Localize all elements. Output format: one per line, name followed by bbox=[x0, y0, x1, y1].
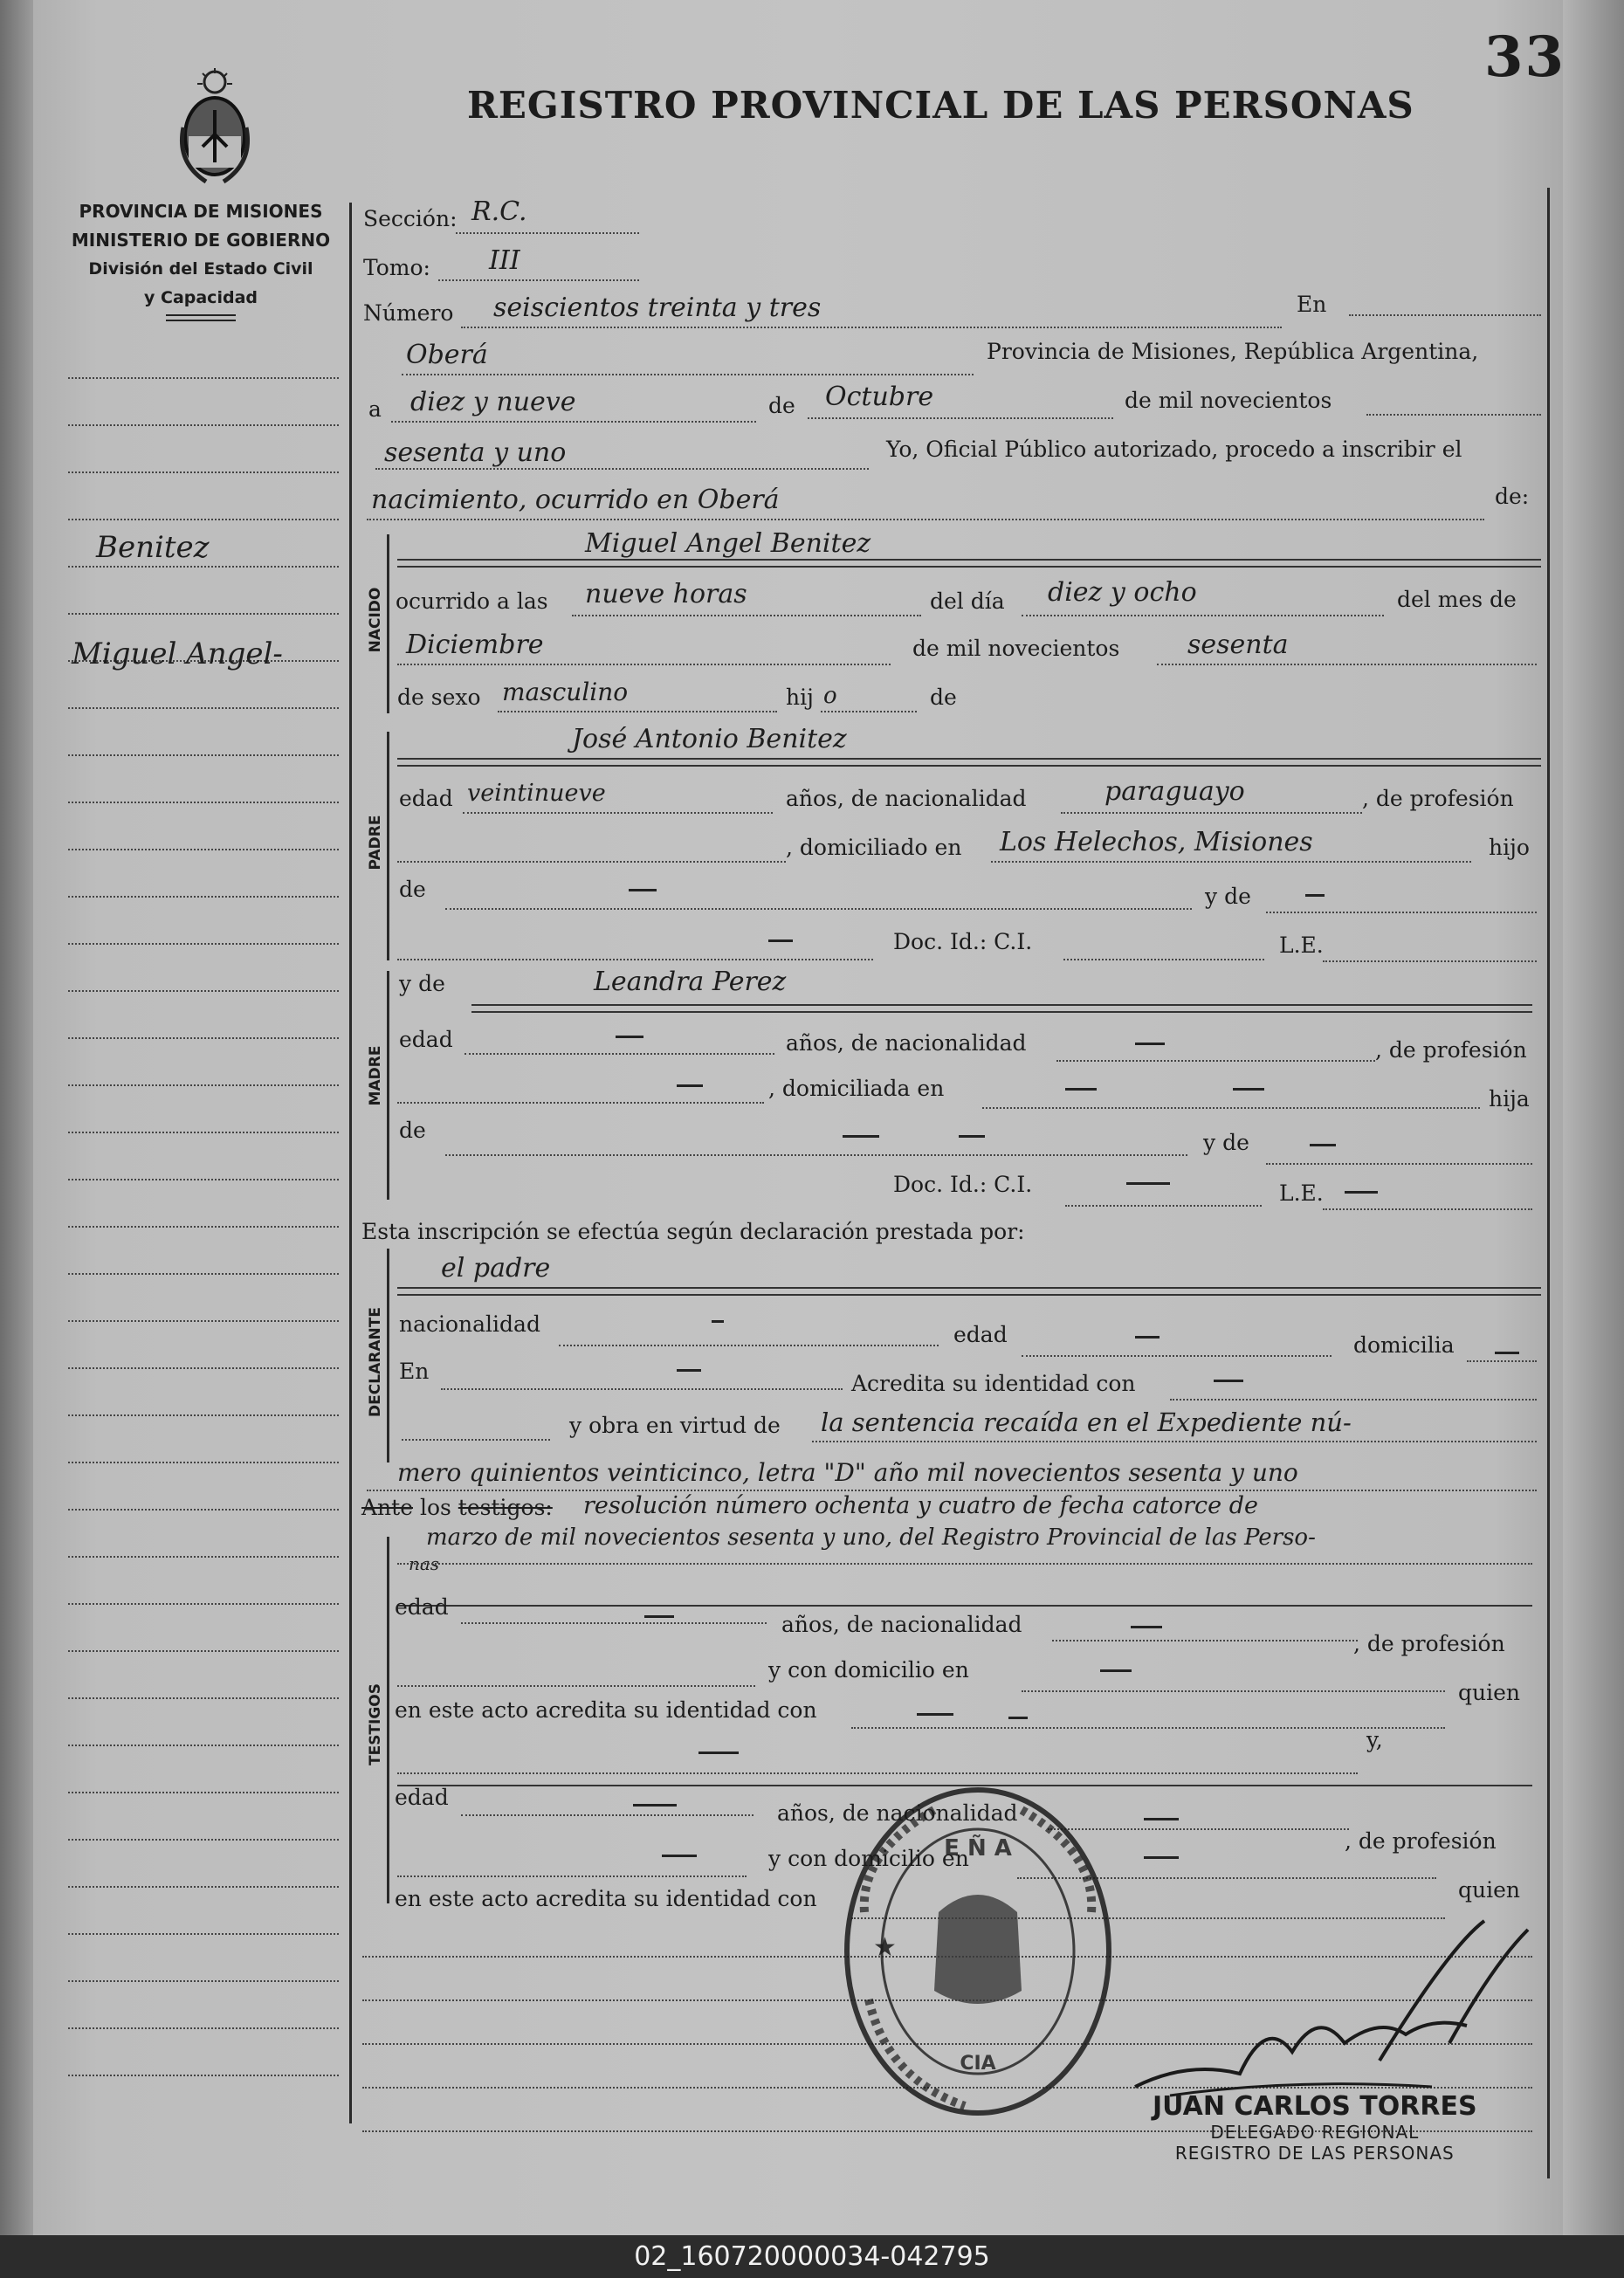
label-t2-domicilio: y con domicilio en bbox=[768, 1846, 969, 1871]
margin-line bbox=[68, 1603, 339, 1605]
label-t2-nacionalidad: años, de nacionalidad bbox=[777, 1800, 1018, 1826]
value-sexo: masculino bbox=[502, 678, 629, 706]
label-padre-y-de: y de bbox=[1205, 884, 1251, 909]
office-line-1: PROVINCIA DE MISIONES bbox=[79, 201, 323, 222]
margin-line bbox=[68, 1980, 339, 1982]
label-madre-y-de: y de bbox=[399, 971, 445, 996]
line-abuelo-m bbox=[445, 1154, 1187, 1156]
value-dia: diez y nueve bbox=[410, 387, 576, 417]
left-column-rule bbox=[349, 203, 352, 2123]
padre-bracket bbox=[387, 732, 389, 960]
section-nacido: NACIDO bbox=[367, 587, 384, 653]
margin-line bbox=[68, 1320, 339, 1322]
value-seccion: R.C. bbox=[471, 196, 527, 227]
label-madre-y-de-2: y de bbox=[1203, 1130, 1249, 1155]
label-ante-los-testigos bbox=[361, 1495, 553, 1521]
margin-given-names: Miguel Angel- bbox=[72, 637, 283, 671]
label-declarante-nacionalidad: nacionalidad bbox=[399, 1311, 540, 1337]
label-padre-le: L.E. bbox=[1279, 933, 1324, 958]
label-provincia: Provincia de Misiones, República Argentina, bbox=[987, 339, 1479, 364]
label-de-colon: de: bbox=[1495, 484, 1530, 509]
label-mil-novecientos-nac: de mil novecientos bbox=[912, 636, 1120, 661]
dash-madre-ci bbox=[1126, 1182, 1170, 1185]
dash-declarante-edad bbox=[1135, 1336, 1160, 1339]
dash-madre-le bbox=[1345, 1191, 1378, 1194]
line-declarante-nacionalidad bbox=[559, 1345, 939, 1346]
margin-line bbox=[68, 1697, 339, 1699]
line-madre-2 bbox=[471, 1011, 1532, 1013]
label-madre-de: de bbox=[399, 1118, 426, 1143]
label-padre-nacionalidad: años, de nacionalidad bbox=[786, 786, 1027, 811]
label-madre-nacionalidad: años, de nacionalidad bbox=[786, 1030, 1027, 1056]
line-dia bbox=[391, 421, 756, 423]
label-hijo: hij bbox=[786, 685, 814, 710]
value-virtud-2: mero quinientos veinticinco, letra "D" año mil novecientos sesenta y uno bbox=[397, 1458, 1298, 1487]
dash-madre-nacionalidad bbox=[1135, 1043, 1165, 1045]
line-padre-le bbox=[1323, 960, 1537, 962]
label-t1-edad: edad bbox=[395, 1594, 449, 1620]
dash-t1-edad bbox=[644, 1615, 674, 1618]
value-virtud-4: marzo de mil novecientos sesenta y uno, del Registro Provincial de las Perso- bbox=[426, 1524, 1316, 1551]
label-declarante-edad: edad bbox=[953, 1322, 1008, 1347]
line-tomo bbox=[438, 279, 639, 281]
label-del-dia: del día bbox=[930, 588, 1005, 614]
label-declarante-domicilia: domicilia bbox=[1353, 1332, 1455, 1358]
margin-line bbox=[68, 754, 339, 756]
label-t1-y: y, bbox=[1366, 1727, 1383, 1752]
line-madre-le bbox=[1323, 1208, 1532, 1210]
coat-of-arms-icon bbox=[171, 66, 258, 189]
line-numero bbox=[461, 327, 1282, 328]
page-number: 33 bbox=[1484, 24, 1566, 90]
dash-t1-nac bbox=[1131, 1626, 1162, 1628]
label-de-hijo: de bbox=[930, 685, 957, 710]
margin-line bbox=[68, 2075, 339, 2076]
line-nombre bbox=[397, 559, 1541, 561]
margin-line bbox=[68, 519, 339, 520]
value-virtud-5: nas bbox=[409, 1553, 440, 1574]
margin-line bbox=[68, 1273, 339, 1275]
dash-abuela-m bbox=[1310, 1144, 1336, 1146]
office-divider bbox=[166, 314, 236, 321]
margin-line bbox=[68, 1650, 339, 1652]
office-line-2: MINISTERIO DE GOBIERNO bbox=[71, 230, 331, 251]
document-title: REGISTRO PROVINCIAL DE LAS PERSONAS bbox=[467, 84, 1414, 127]
value-padre-edad: veintinueve bbox=[467, 780, 606, 807]
margin-line bbox=[68, 1132, 339, 1133]
line-padre-nacionalidad bbox=[1061, 812, 1362, 814]
label-los: los bbox=[419, 1495, 451, 1520]
margin-line bbox=[68, 471, 339, 473]
margin-line bbox=[68, 377, 339, 379]
dash-t1-acredita-2 bbox=[1008, 1717, 1028, 1719]
section-declarante: DECLARANTE bbox=[367, 1307, 384, 1417]
line-madre-ci bbox=[1065, 1205, 1262, 1207]
line-testigo-1-top bbox=[397, 1605, 1532, 1607]
svg-text:CIA: CIA bbox=[960, 2053, 996, 2075]
label-padre-domicilio: , domiciliado en bbox=[786, 835, 962, 860]
margin-line bbox=[68, 1179, 339, 1180]
label-en: En bbox=[1297, 292, 1327, 317]
margin-line bbox=[68, 1839, 339, 1841]
margin-line bbox=[68, 1414, 339, 1416]
line-nombre-2 bbox=[397, 566, 1541, 568]
label-madre-edad: edad bbox=[399, 1027, 453, 1052]
dash-abuelo-p bbox=[629, 889, 657, 891]
line-hijo bbox=[821, 711, 917, 712]
label-declarante-en: En bbox=[399, 1359, 430, 1384]
line-padre bbox=[397, 758, 1541, 760]
value-mes-nac: Diciembre bbox=[406, 630, 544, 660]
label-acredita: Acredita su identidad con bbox=[851, 1371, 1136, 1396]
value-padre-nacionalidad: paraguayo bbox=[1104, 776, 1245, 807]
official-role: DELEGADO REGIONAL bbox=[1210, 2122, 1420, 2143]
dash-declarante-dom bbox=[1495, 1352, 1519, 1354]
value-nombre: Miguel Angel Benitez bbox=[585, 528, 871, 559]
margin-line bbox=[68, 943, 339, 945]
dash-padre-extra bbox=[768, 939, 793, 942]
label-seccion: Sección: bbox=[363, 206, 458, 231]
label-t1-acredita: en este acto acredita su identidad con bbox=[395, 1697, 817, 1723]
margin-line bbox=[68, 424, 339, 426]
line-lugar bbox=[402, 374, 974, 375]
margin-line bbox=[68, 896, 339, 898]
label-t2-profesion: , de profesión bbox=[1345, 1828, 1497, 1854]
margin-line bbox=[68, 1933, 339, 1935]
line-madre-domicilio bbox=[982, 1107, 1480, 1109]
office-line-3: División del Estado Civil bbox=[88, 259, 313, 279]
nacido-bracket bbox=[387, 534, 389, 713]
line-declarante bbox=[397, 1287, 1541, 1289]
margin-line bbox=[68, 2027, 339, 2029]
label-del-mes: del mes de bbox=[1397, 587, 1517, 612]
line-t2-profesion bbox=[397, 1875, 747, 1877]
label-sexo: de sexo bbox=[397, 685, 481, 710]
issuing-office bbox=[61, 197, 341, 321]
margin-line bbox=[68, 1367, 339, 1369]
declarante-bracket bbox=[387, 1249, 389, 1462]
line-en bbox=[1349, 314, 1541, 316]
svg-text:★: ★ bbox=[873, 1932, 897, 1963]
dash-abuela-p bbox=[1305, 894, 1325, 897]
line-madre bbox=[471, 1004, 1532, 1006]
label-t1-nacionalidad: años, de nacionalidad bbox=[781, 1612, 1022, 1637]
line-t1-nacionalidad bbox=[1052, 1640, 1358, 1641]
madre-bracket bbox=[387, 971, 389, 1200]
dash-abuelo-m-1 bbox=[843, 1135, 879, 1138]
margin-line bbox=[68, 1226, 339, 1228]
label-testigos: testigos: bbox=[458, 1495, 553, 1520]
office-line-4: y Capacidad bbox=[144, 288, 258, 307]
dash-t1-nombre bbox=[698, 1752, 739, 1754]
margin-line bbox=[68, 613, 339, 615]
page-edge bbox=[1563, 0, 1624, 2235]
line-t1-acredita bbox=[851, 1727, 1445, 1729]
margin-line bbox=[68, 1745, 339, 1746]
value-hora: nueve horas bbox=[585, 579, 747, 609]
margin-line bbox=[68, 1084, 339, 1086]
dash-t2-prof bbox=[662, 1855, 697, 1857]
label-tomo: Tomo: bbox=[363, 255, 430, 280]
label-a: a bbox=[368, 396, 382, 422]
line-acredita bbox=[1170, 1399, 1537, 1401]
svg-text:E Ñ A: E Ñ A bbox=[944, 1835, 1012, 1862]
line-padre-extra bbox=[397, 959, 873, 960]
margin-line bbox=[68, 1792, 339, 1793]
line-dia-nac bbox=[1022, 615, 1384, 616]
official-stamp bbox=[834, 1781, 1122, 2122]
dash-acredita bbox=[1214, 1380, 1243, 1382]
dash-t2-edad bbox=[633, 1804, 677, 1807]
dash-t2-nac bbox=[1144, 1818, 1179, 1820]
value-madre: Leandra Perez bbox=[594, 967, 787, 997]
dash-t1-acredita-1 bbox=[917, 1713, 953, 1716]
value-mes: Octubre bbox=[825, 382, 934, 412]
official-office: REGISTRO DE LAS PERSONAS bbox=[1174, 2143, 1455, 2164]
line-padre-domicilio bbox=[991, 861, 1471, 863]
label-padre-hijo: hijo bbox=[1489, 835, 1530, 860]
margin-line bbox=[68, 1037, 339, 1039]
dash-t1-dom bbox=[1100, 1669, 1132, 1672]
section-testigos: TESTIGOS bbox=[367, 1683, 384, 1766]
dash-declarante-nac bbox=[712, 1320, 724, 1323]
margin-line bbox=[68, 802, 339, 803]
value-hijo-suffix: o bbox=[823, 683, 837, 709]
label-padre-doc: Doc. Id.: C.I. bbox=[893, 929, 1033, 954]
line-madre-edad bbox=[464, 1053, 774, 1055]
official-block bbox=[1153, 2091, 1477, 2164]
line-padre-ci bbox=[1063, 959, 1264, 960]
value-lugar: Oberá bbox=[406, 340, 488, 370]
value-dia-nac: diez y ocho bbox=[1048, 577, 1197, 608]
label-t2-acredita: en este acto acredita su identidad con bbox=[395, 1886, 817, 1911]
line-virtud-1 bbox=[812, 1441, 1537, 1442]
line-t1-domicilio bbox=[1022, 1690, 1445, 1692]
page-binding bbox=[0, 0, 33, 2235]
dash-madre-profesion bbox=[677, 1084, 703, 1087]
line-t1-edad bbox=[461, 1622, 767, 1624]
value-padre-domicilio: Los Helechos, Misiones bbox=[1000, 827, 1313, 857]
right-border-rule bbox=[1547, 188, 1550, 2178]
label-y-obra: y obra en virtud de bbox=[569, 1413, 781, 1438]
line-hora bbox=[572, 615, 921, 616]
label-numero: Número bbox=[363, 300, 454, 326]
label-ocurrido: ocurrido a las bbox=[396, 588, 548, 614]
value-numero: seiscientos treinta y tres bbox=[493, 292, 822, 323]
line-anio bbox=[1366, 414, 1541, 416]
dash-t2-dom bbox=[1144, 1856, 1179, 1859]
line-madre-profesion bbox=[397, 1102, 764, 1104]
line-declarante-edad bbox=[1022, 1355, 1332, 1357]
margin-line bbox=[68, 1462, 339, 1463]
line-obra-pre bbox=[402, 1439, 550, 1441]
value-padre: José Antonio Benitez bbox=[572, 724, 847, 754]
value-virtud-3: resolución número ochenta y cuatro de fecha catorce de bbox=[583, 1492, 1258, 1519]
line-padre-edad bbox=[463, 812, 773, 814]
label-mil-novecientos: de mil novecientos bbox=[1125, 388, 1332, 413]
file-id-bar bbox=[0, 2235, 1624, 2278]
label-inscripcion: Esta inscripción se efectúa según declaración prestada por: bbox=[361, 1219, 1025, 1244]
line-abuelo-p bbox=[445, 908, 1192, 910]
official-signature bbox=[1118, 1912, 1572, 2122]
line-padre-2 bbox=[397, 765, 1541, 767]
dash-madre-edad bbox=[616, 1036, 643, 1038]
value-virtud-1: la sentencia recaída en el Expediente nú- bbox=[821, 1407, 1352, 1437]
label-t1-domicilio: y con domicilio en bbox=[768, 1657, 969, 1683]
dash-declarante-en bbox=[677, 1369, 701, 1372]
line-seccion bbox=[456, 232, 639, 234]
line-abuela-m bbox=[1266, 1163, 1532, 1165]
label-madre-hija: hija bbox=[1489, 1086, 1530, 1111]
label-padre-edad: edad bbox=[399, 786, 453, 811]
line-hecho bbox=[367, 519, 1484, 520]
label-t1-quien: quien bbox=[1458, 1680, 1520, 1705]
line-t2-edad bbox=[461, 1814, 754, 1816]
margin-line bbox=[68, 849, 339, 850]
label-madre-domicilio: , domiciliada en bbox=[768, 1076, 945, 1101]
value-tomo: III bbox=[489, 245, 520, 276]
line-abuela-p bbox=[1266, 912, 1537, 913]
line-virtud-3 bbox=[397, 1563, 1532, 1565]
line-mes-nac bbox=[397, 664, 891, 665]
line-t1-nombre bbox=[397, 1772, 1358, 1774]
testigos-bracket bbox=[387, 1537, 389, 1903]
value-anio: sesenta y uno bbox=[384, 437, 567, 468]
line-declarante-2 bbox=[397, 1294, 1541, 1296]
dash-abuelo-m-2 bbox=[959, 1135, 985, 1138]
label-madre-le: L.E. bbox=[1279, 1180, 1324, 1206]
margin-line bbox=[68, 707, 339, 709]
dash-madre-dom-1 bbox=[1065, 1088, 1097, 1091]
line-padre-profesion bbox=[397, 861, 786, 863]
label-madre-profesion: , de profesión bbox=[1375, 1037, 1527, 1063]
label-de-mes: de bbox=[768, 393, 795, 418]
margin-line bbox=[68, 566, 339, 568]
official-name: JUAN CARLOS TORRES bbox=[1153, 2091, 1477, 2122]
value-anio-nac: sesenta bbox=[1187, 630, 1289, 660]
file-id: 02_160720000034-042795 bbox=[634, 2241, 990, 2272]
label-ante: Ante bbox=[361, 1495, 413, 1520]
section-padre: PADRE bbox=[367, 815, 384, 871]
label-madre-doc: Doc. Id.: C.I. bbox=[893, 1172, 1033, 1197]
line-t1-profesion bbox=[397, 1685, 755, 1687]
line-declarante-domicilia bbox=[1467, 1360, 1537, 1362]
margin-line bbox=[68, 1509, 339, 1511]
label-yo-oficial: Yo, Oficial Público autorizado, procedo a inscribir el bbox=[886, 437, 1462, 462]
section-madre: MADRE bbox=[367, 1045, 384, 1106]
value-declarante: el padre bbox=[441, 1253, 551, 1284]
line-madre-nacionalidad bbox=[1056, 1060, 1375, 1062]
line-declarante-en bbox=[441, 1388, 843, 1390]
margin-surname: Benitez bbox=[96, 530, 210, 565]
margin-line bbox=[68, 1886, 339, 1888]
line-anio-nac bbox=[1157, 664, 1537, 665]
label-padre-profesion: , de profesión bbox=[1362, 786, 1514, 811]
line-sexo bbox=[498, 711, 777, 712]
label-t2-quien: quien bbox=[1458, 1877, 1520, 1903]
line-mes bbox=[808, 417, 1113, 419]
value-hecho: nacimiento, ocurrido en Oberá bbox=[371, 485, 780, 515]
dash-madre-dom-2 bbox=[1233, 1088, 1264, 1091]
line-anio-2 bbox=[375, 468, 869, 470]
label-t1-profesion: , de profesión bbox=[1353, 1631, 1505, 1656]
label-t2-edad: edad bbox=[395, 1785, 449, 1810]
label-padre-de: de bbox=[399, 877, 426, 902]
margin-line bbox=[68, 1556, 339, 1558]
margin-line bbox=[68, 990, 339, 992]
